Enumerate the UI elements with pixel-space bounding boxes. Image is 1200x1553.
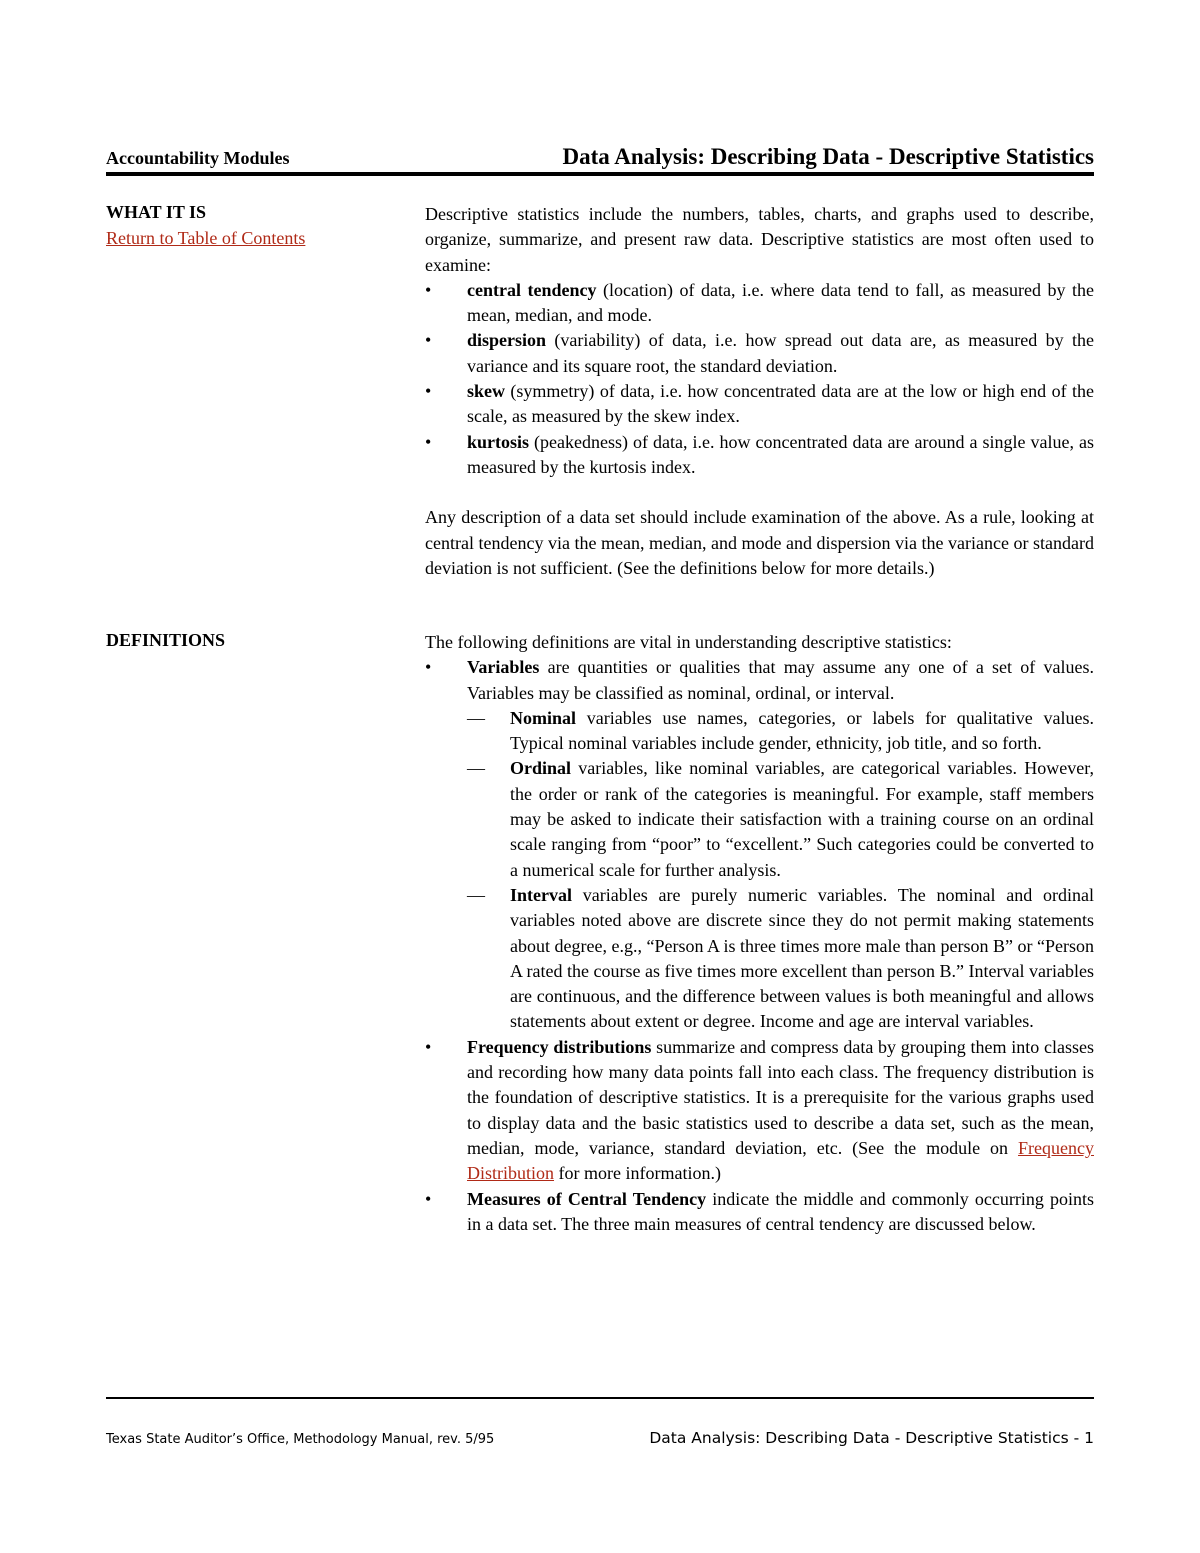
term: skew — [467, 381, 506, 402]
definition: are quantities or qualities that may assume any one of a set of values. Variables may be classified as nominal, ordinal, or interval. — [467, 657, 1094, 703]
bullet-central-tendency-measures — [425, 1187, 1094, 1238]
bullet-central-tendency — [425, 278, 1094, 329]
term: Nominal — [510, 707, 577, 728]
bullet-mark: • — [425, 657, 432, 678]
term: dispersion — [467, 330, 547, 351]
term: Measures of Central Tendency — [467, 1188, 707, 1209]
definition: variables are purely numeric variables. The nominal and ordinal variables noted above are discrete since they do not permit making statements about degree, e.g., “Person A is three times more male than person B” or “Person A rated the course as five times more excellent than person B.” Interval variables are continuous, and the difference between values is both meaningful and allows statements about extent or degree. Income and age are interval variables. — [510, 884, 1094, 1032]
header-title: Data Analysis: Describing Data - Descriptive Statistics — [562, 144, 1094, 169]
term: kurtosis — [467, 431, 530, 452]
term: Interval — [510, 884, 572, 905]
bullet-dispersion — [425, 328, 1094, 379]
bullet-mark: • — [425, 330, 432, 351]
definition: (symmetry) of data, i.e. how concentrated data are at the low or high end of the scale, as measured by the skew index. — [467, 381, 1094, 427]
page-header — [106, 144, 1094, 172]
definitions-intro: The following definitions are vital in understanding descriptive statistics: — [425, 632, 952, 652]
header-module-name: Accountability Modules — [106, 148, 290, 168]
bullet-mark: • — [425, 381, 432, 402]
definition: (peakedness) of data, i.e. how concentrated data are around a single value, as measured by the kurtosis index. — [467, 431, 1094, 477]
dash-mark: — — [467, 758, 485, 779]
definitions-heading: DEFINITIONS — [106, 630, 226, 650]
bullet-mark: • — [425, 279, 432, 300]
what-it-is-intro: Descriptive statistics include the numbers, tables, charts, and graphs used to describe, organize, summarize, and present raw data. Descriptive statistics are most often used to examine: — [425, 204, 1094, 275]
definition: (location) of data, i.e. where data tend to fall, as measured by the mean, median, and mode. — [467, 279, 1094, 326]
bullet-mark: • — [425, 1188, 432, 1209]
dash-mark: — — [467, 707, 485, 728]
definition: summarize and compress data by grouping them into classes and recording how many data points fall into each class. The frequency distribution is the foundation of descriptive statistics. It is a prerequisite for the various graphs used to display data and the basic statistics used to describe a data set, such as the mean, median, mode, variance, standard deviation, etc. (See the module on — [467, 1036, 1094, 1158]
bullet-variables — [425, 655, 1094, 706]
what-it-is-heading: WHAT IT IS — [106, 202, 207, 222]
definitions-body — [425, 630, 1094, 1237]
what-it-is-closing: Any description of a data set should include examination of the above. As a rule, looking at central tendency via the mean, median, and mode and dispersion via the variance or standard deviation is not sufficient. (See the definitions below for more details.) — [425, 507, 1094, 578]
definition: (variability) of data, i.e. how spread out data are, as measured by the variance and its square root, the standard deviation. — [467, 330, 1094, 376]
footer-source: Texas State Auditor’s Office, Methodology Manual, rev. 5/95 — [106, 1432, 495, 1447]
term: central tendency — [467, 279, 597, 300]
dash-mark: — — [467, 884, 485, 905]
bullet-kurtosis — [425, 430, 1094, 481]
term: Variables — [467, 657, 540, 678]
sub-item-nominal — [425, 706, 1094, 757]
definition: variables, like nominal variables, are categorical variables. However, the order or rank of the categories is meaningful. For example, staff members may be asked to indicate their satisfaction with a training course on an ordinal scale ranging from “poor” to “excellent.” Such categories could be converted to a numerical scale for further analysis. — [510, 758, 1094, 880]
bullet-frequency-distributions — [425, 1035, 1094, 1187]
what-it-is-body — [425, 202, 1094, 581]
frequency-distribution-link[interactable]: Frequency Distribution — [467, 1137, 1094, 1184]
term: Ordinal — [510, 758, 572, 779]
return-to-toc-link[interactable]: Return to Table of Contents — [106, 228, 306, 248]
definition: indicate the middle and commonly occurring points in a data set. The three main measures of central tendency are discussed below. — [467, 1188, 1094, 1234]
header-rule — [106, 172, 1094, 176]
definition: variables use names, categories, or labels for qualitative values. Typical nominal variables include gender, ethnicity, job title, and so forth. — [510, 707, 1094, 754]
term: Frequency distributions — [467, 1036, 652, 1057]
sub-item-interval — [425, 883, 1094, 1035]
bullet-mark: • — [425, 431, 432, 452]
bullet-skew — [425, 379, 1094, 430]
sub-item-ordinal — [425, 756, 1094, 882]
footer-page-title: Data Analysis: Describing Data - Descriptive Statistics - 1 — [649, 1429, 1094, 1447]
definition-tail: for more information.) — [554, 1163, 721, 1184]
bullet-mark: • — [425, 1036, 432, 1057]
footer-rule — [106, 1397, 1094, 1399]
